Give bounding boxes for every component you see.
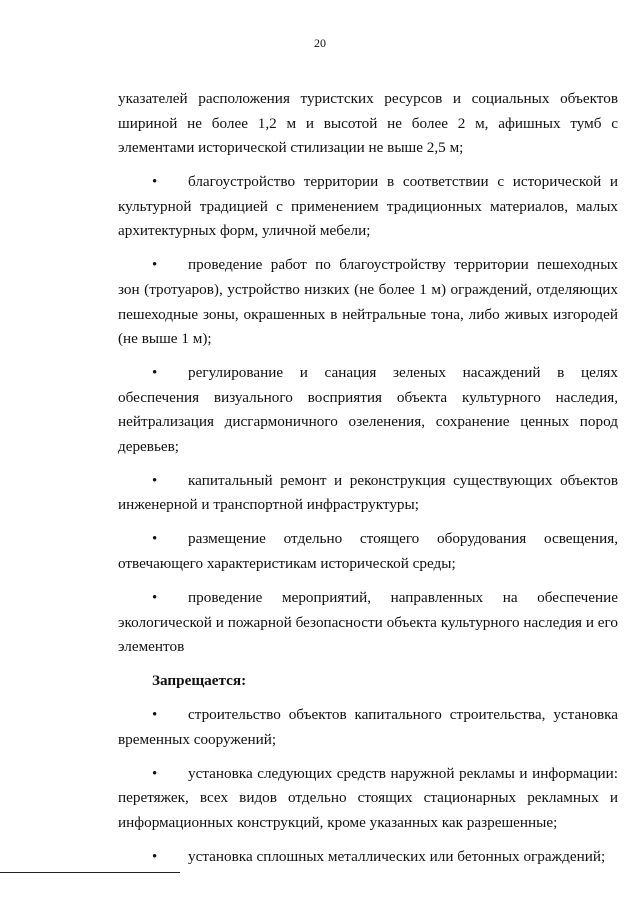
prohibited-item: [118, 762, 618, 836]
bullet-icon: •: [152, 765, 158, 782]
allowed-item-text: капитальный ремонт и реконструкция существующих объектов инженерной и транспортной инфраструктуры;: [118, 471, 618, 514]
bullet-icon: •: [152, 257, 158, 274]
prohibited-item-text: установка следующих средств наружной рекламы и информации: перетяжек, всех видов отдельно стоящих стационарных рекламных и информационных конструкций, кроме указанных как разрешенные;: [118, 764, 618, 831]
document-body: [118, 87, 618, 879]
allowed-item: [118, 253, 618, 351]
allowed-item: [118, 527, 618, 576]
bullet-icon: •: [152, 174, 158, 191]
bullet-icon: •: [152, 590, 158, 607]
bullet-icon: •: [152, 365, 158, 382]
allowed-item-text: размещение отдельно стоящего оборудования освещения, отвечающего характеристикам исторической среды;: [118, 530, 618, 573]
prohibited-item-text: установка сплошных металлических или бетонных ограждений;: [188, 847, 606, 865]
bullet-icon: •: [152, 707, 158, 724]
bullet-icon: •: [152, 531, 158, 548]
allowed-item-text: проведение мероприятий, направленных на обеспечение экологической и пожарной безопасности объекта культурного наследия и его элементов: [118, 589, 618, 656]
allowed-item-text: регулирование и санация зеленых насаждений в целях обеспечения визуального восприятия объекта культурного наследия, нейтрализация дисгармоничного озеленения, сохранение ценных пород деревьев;: [118, 364, 618, 455]
allowed-item: [118, 170, 618, 244]
bullet-icon: •: [152, 848, 158, 865]
allowed-item-text: благоустройство территории в соответствии с исторической и культурной традицией с применением традиционных материалов, малых архитектурных форм, уличной мебели;: [118, 173, 618, 240]
allowed-item: [118, 586, 618, 660]
allowed-item-text: проведение работ по благоустройству территории пешеходных зон (тротуаров), устройство низких (не более 1 м) ограждений, отделяющих пешеходные зоны, окрашенных в нейтральные тона, либо живых изгородей (не выше 1 м);: [118, 256, 618, 348]
prohibited-item: [118, 845, 618, 870]
prohibited-item: [118, 703, 618, 752]
prohibited-heading: Запрещается:: [152, 672, 247, 690]
allowed-item: [118, 469, 618, 518]
bullet-icon: •: [152, 472, 158, 489]
prohibited-item-text: строительство объектов капитального строительства, установка временных сооружений;: [118, 706, 618, 748]
page-number: 20: [314, 36, 326, 50]
allowed-item: [118, 361, 618, 459]
footnote-separator: [0, 872, 180, 873]
intro-paragraph: указателей расположения туристских ресурсов и социальных объектов шириной не более 1,2 м и высотой не более 2 м, афишных тумб с элементами исторической стилизации не выше 2,5 м;: [118, 90, 618, 157]
